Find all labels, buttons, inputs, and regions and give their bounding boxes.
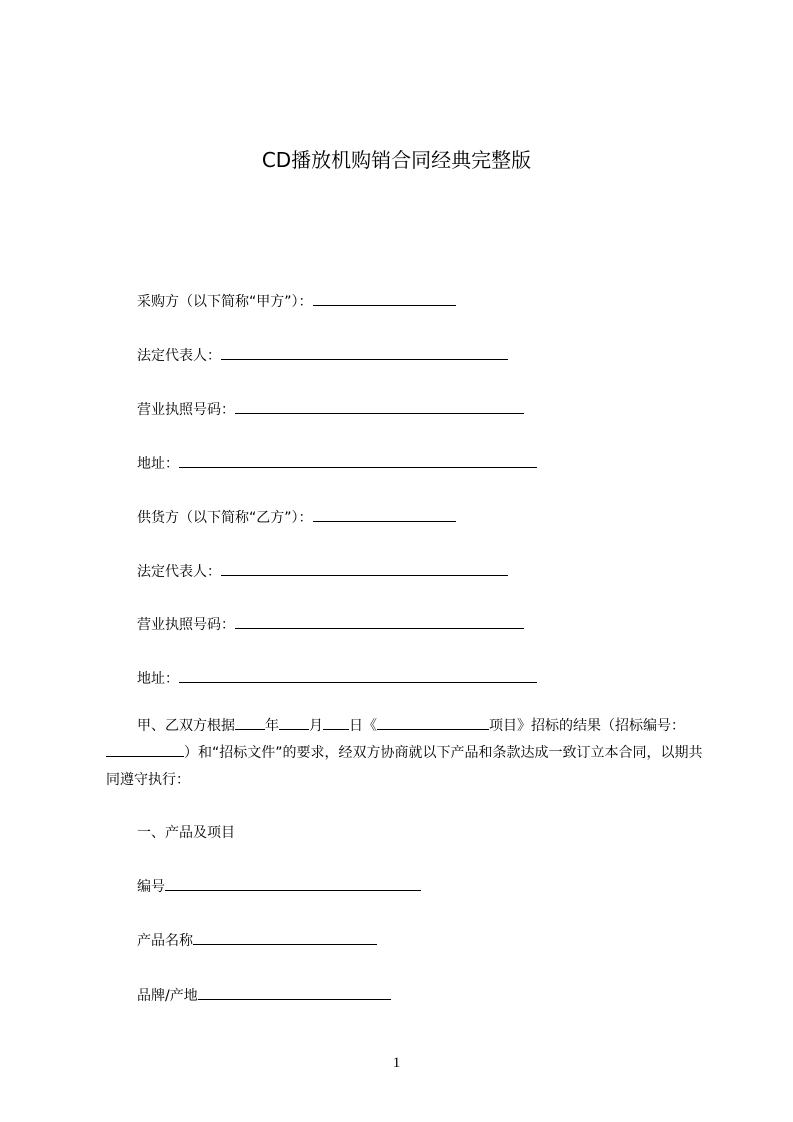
blank-line [313,507,456,522]
field-label: 地址： [137,456,179,472]
blank-line [165,876,421,891]
product-number-field [137,876,421,897]
field-label: 采购方（以下简称“甲方”）： [137,294,313,310]
blank-line [377,717,489,730]
text: 甲、乙双方根据 [137,718,235,734]
blank-line [235,614,524,629]
field-label: 供货方（以下简称“乙方”）： [137,510,313,526]
field-label: 法定代表人： [137,348,221,364]
brand-origin-field [137,985,391,1006]
text: 项目》招标的结果（招标编号： [489,718,685,734]
party-b-address-field [137,668,537,689]
blank-line [106,744,184,757]
party-a-address-field [137,453,537,474]
blank-line [198,985,391,1000]
blank-line [323,717,349,730]
field-label: 编号 [137,879,165,895]
blank-line [179,668,537,683]
product-name-field [137,930,377,951]
blank-line [221,561,508,576]
section-heading: 一、产品及项目 [137,825,235,841]
party-b-rep-field [137,561,508,582]
blank-line [235,717,265,730]
document-title: CD播放机购销合同经典完整版 [261,148,532,172]
field-label: 营业执照号码： [137,617,235,633]
text: 日《 [349,718,377,734]
text: 月 [309,718,323,734]
field-label: 品牌/产地 [137,988,198,1004]
field-label: 地址： [137,671,179,687]
blank-line [313,291,456,306]
blank-line [235,399,524,414]
field-label: 法定代表人： [137,564,221,580]
field-label: 产品名称 [137,933,193,949]
party-b-name-field [137,507,456,528]
party-a-license-field [137,399,524,420]
blank-line [221,345,508,360]
party-a-name-field [137,291,456,312]
page-number: 1 [392,1055,401,1071]
blank-line [179,453,537,468]
field-label: 营业执照号码： [137,402,235,418]
intro-paragraph [106,713,716,794]
party-a-rep-field [137,345,508,366]
blank-line [279,717,309,730]
text: ）和“招标文件”的要求，经双方协商就以下产品和条款达成一致订立本合同，以期共同遵守执行： [106,745,703,788]
text: 年 [265,718,279,734]
party-b-license-field [137,614,524,635]
blank-line [193,930,377,945]
